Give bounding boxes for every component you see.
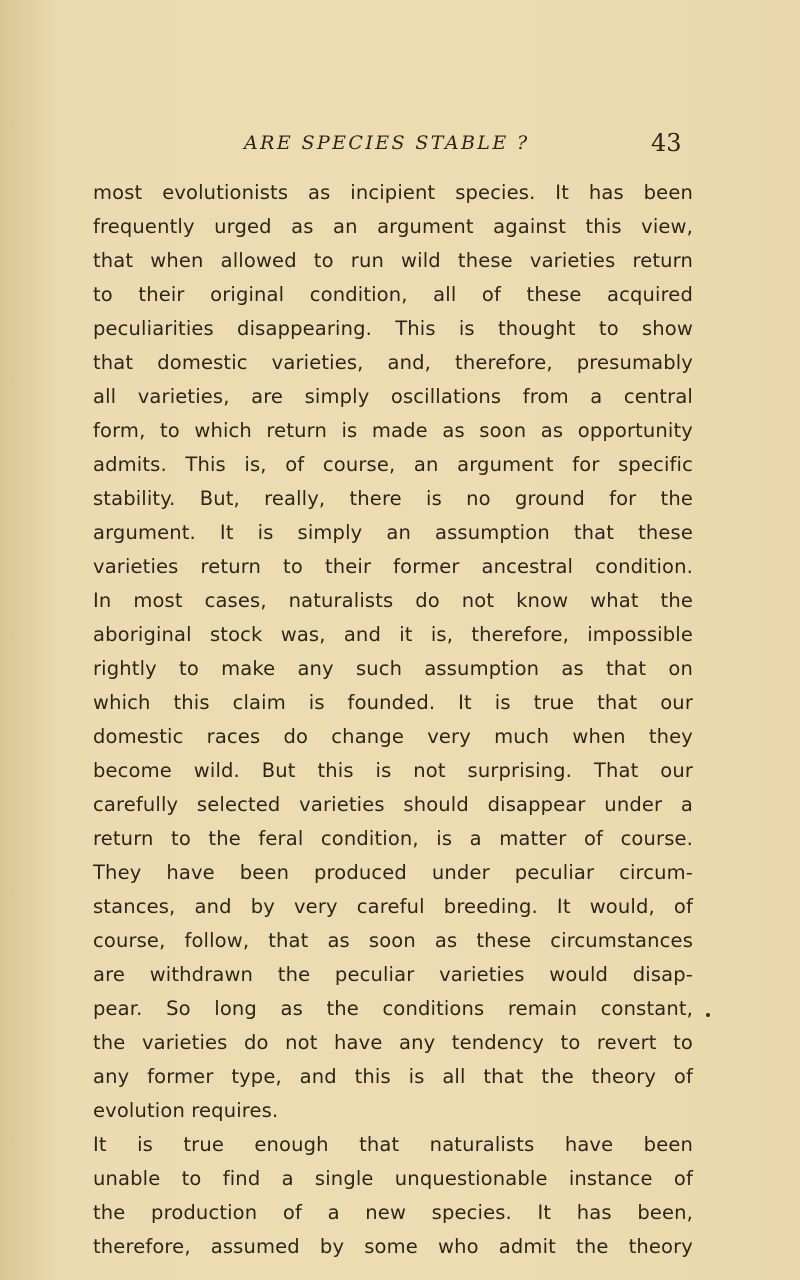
text-line: that domestic varieties, and, therefore, presumably bbox=[93, 351, 693, 374]
text-line: that when allowed to run wild these varieties return bbox=[93, 249, 693, 272]
text-line: frequently urged as an argument against this view, bbox=[93, 215, 693, 238]
text-line: course, follow, that as soon as these circumstances bbox=[93, 929, 693, 952]
text-line: stability. But, really, there is no ground for the bbox=[93, 487, 693, 510]
text-line: any former type, and this is all that the theory of bbox=[93, 1065, 693, 1088]
text-line: argument. It is simply an assumption that these bbox=[93, 521, 693, 544]
text-line: rightly to make any such assumption as that on bbox=[93, 657, 693, 680]
text-line: to their original condition, all of these acquired bbox=[93, 283, 693, 306]
text-line: pear. So long as the conditions remain constant, bbox=[93, 997, 693, 1020]
text-line: the production of a new species. It has been, bbox=[93, 1201, 693, 1224]
text-line: unable to find a single unquestionable instance of bbox=[93, 1167, 693, 1190]
page-number: 43 bbox=[651, 129, 682, 157]
text-line: carefully selected varieties should disappear under a bbox=[93, 793, 693, 816]
body-text bbox=[93, 176, 693, 1264]
text-line: They have been produced under peculiar circum- bbox=[93, 861, 693, 884]
margin-dot-mark bbox=[706, 1013, 710, 1017]
text-line: stances, and by very careful breeding. It would, of bbox=[93, 895, 693, 918]
text-line: In most cases, naturalists do not know what the bbox=[93, 589, 693, 612]
text-line: form, to which return is made as soon as opportunity bbox=[93, 419, 693, 442]
text-line: all varieties, are simply oscillations from a central bbox=[93, 385, 693, 408]
text-line: which this claim is founded. It is true that our bbox=[93, 691, 693, 714]
text-line: aboriginal stock was, and it is, therefore, impossible bbox=[93, 623, 693, 646]
text-line: are withdrawn the peculiar varieties would disap- bbox=[93, 963, 693, 986]
text-line: domestic races do change very much when they bbox=[93, 725, 693, 748]
text-line: become wild. But this is not surprising. That our bbox=[93, 759, 693, 782]
text-line: the varieties do not have any tendency to revert to bbox=[93, 1031, 693, 1054]
running-title: ARE SPECIES STABLE ? bbox=[244, 132, 530, 154]
text-line: varieties return to their former ancestral condition. bbox=[93, 555, 693, 578]
text-line: It is true enough that naturalists have been bbox=[93, 1133, 693, 1156]
gutter-shadow bbox=[0, 0, 60, 1280]
text-line: admits. This is, of course, an argument for specific bbox=[93, 453, 693, 476]
text-line: peculiarities disappearing. This is thought to show bbox=[93, 317, 693, 340]
text-line: evolution requires. bbox=[93, 1099, 279, 1122]
text-line: therefore, assumed by some who admit the theory bbox=[93, 1235, 693, 1258]
running-head bbox=[244, 124, 684, 158]
text-line: most evolutionists as incipient species. It has been bbox=[93, 181, 693, 204]
text-line: return to the feral condition, is a matter of course. bbox=[93, 827, 693, 850]
